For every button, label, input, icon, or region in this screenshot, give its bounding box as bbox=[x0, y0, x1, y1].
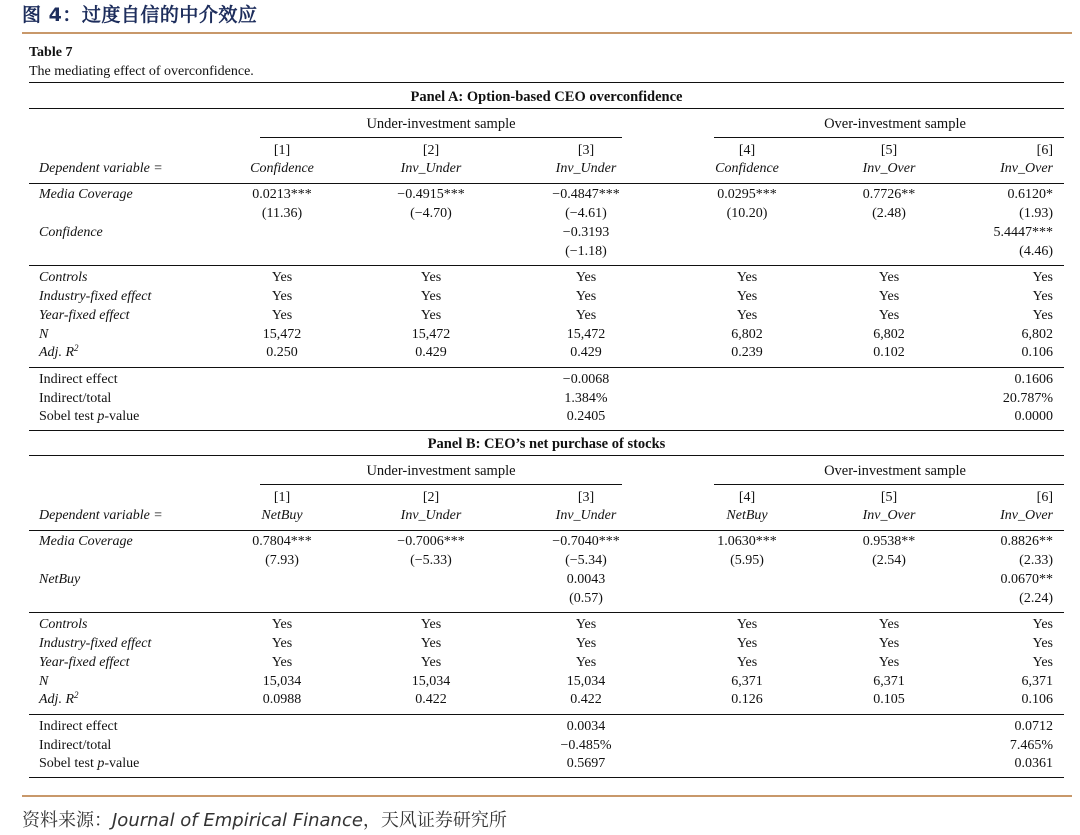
sobel-label-p: p bbox=[97, 756, 105, 771]
fit-bottom-rule bbox=[29, 367, 1064, 368]
sobel-cell: 0.5697 bbox=[566, 756, 606, 771]
dependent-variable: NetBuy bbox=[726, 508, 768, 523]
dependent-variable: Inv_Under bbox=[400, 508, 462, 523]
coefficient-cell: −0.7040*** bbox=[552, 534, 620, 549]
industry-fixed-effect-row bbox=[0, 289, 1080, 308]
tstat-cell: (7.93) bbox=[265, 553, 299, 568]
column-number-row bbox=[0, 490, 1080, 509]
source-prefix: 资料来源： bbox=[22, 810, 112, 831]
dependent-variable-label: Dependent variable = bbox=[39, 161, 163, 176]
dependent-variable: Inv_Over bbox=[862, 161, 916, 176]
tstat-cell: (−1.18) bbox=[565, 244, 607, 259]
yes-cell: Yes bbox=[575, 289, 597, 304]
sobel-cell: 0.0000 bbox=[1014, 409, 1053, 424]
yes-cell: Yes bbox=[1032, 289, 1053, 304]
indirect-effect-cell: 0.0712 bbox=[1014, 719, 1053, 734]
adj-r2-superscript: 2 bbox=[74, 343, 79, 353]
indirect-total-cell: 7.465% bbox=[1009, 738, 1053, 753]
observations-cell: 15,034 bbox=[566, 674, 606, 689]
column-number: [3] bbox=[577, 490, 595, 505]
yes-cell: Yes bbox=[878, 270, 900, 285]
panel-a-title: Panel A: Option-based CEO overconfidence bbox=[410, 89, 683, 105]
yes-cell: Yes bbox=[271, 636, 293, 651]
dependent-variable: Inv_Under bbox=[400, 161, 462, 176]
tstat-cell: (−5.33) bbox=[410, 553, 452, 568]
dependent-variable: Inv_Over bbox=[1000, 508, 1053, 523]
adj-r2-cell: 0.239 bbox=[731, 345, 763, 360]
adj-r2-cell: 0.422 bbox=[570, 692, 602, 707]
panel-bottom-rule bbox=[29, 777, 1064, 778]
sobel-label-text: Sobel test bbox=[39, 409, 98, 424]
yes-cell: Yes bbox=[420, 655, 442, 670]
coefficient-cell: 0.0213*** bbox=[252, 187, 312, 202]
panel-b-title: Panel B: CEO’s net purchase of stocks bbox=[427, 436, 666, 452]
yes-cell: Yes bbox=[736, 308, 758, 323]
yes-cell: Yes bbox=[878, 617, 900, 632]
yes-cell: Yes bbox=[736, 289, 758, 304]
media-tstat-row bbox=[0, 553, 1080, 572]
coefficient-cell: 0.7726** bbox=[862, 187, 916, 202]
over-investment-label: Over-investment sample bbox=[824, 463, 966, 479]
tstat-cell: (2.54) bbox=[872, 553, 906, 568]
dependent-variable: Inv_Under bbox=[555, 508, 617, 523]
coefficient-cell: 1.0630*** bbox=[717, 534, 777, 549]
column-number: [6] bbox=[1036, 143, 1053, 158]
industry-fixed-effect-row bbox=[0, 636, 1080, 655]
year-fixed-effect-row bbox=[0, 655, 1080, 674]
over-sample-rule bbox=[714, 484, 1064, 485]
source-journal: Journal of Empirical Finance bbox=[112, 810, 363, 831]
coefficient-cell: 0.8826** bbox=[1000, 534, 1053, 549]
yes-cell: Yes bbox=[575, 617, 597, 632]
indirect-effect-row bbox=[0, 719, 1080, 738]
controls-row bbox=[0, 270, 1080, 289]
observations-cell: 15,472 bbox=[262, 327, 302, 342]
observations-row bbox=[0, 327, 1080, 346]
coefficient-cell: −0.7006*** bbox=[397, 534, 465, 549]
yes-cell: Yes bbox=[575, 655, 597, 670]
indirect-total-cell: 20.787% bbox=[1002, 391, 1053, 406]
observations-cell: 6,371 bbox=[873, 674, 905, 689]
media-coverage-label: Media Coverage bbox=[39, 534, 133, 549]
adj-r2-cell: 0.0988 bbox=[262, 692, 302, 707]
observations-cell: 6,802 bbox=[1021, 327, 1053, 342]
column-number-row bbox=[0, 143, 1080, 162]
media-coverage-label: Media Coverage bbox=[39, 187, 133, 202]
yes-cell: Yes bbox=[420, 289, 442, 304]
column-number: [3] bbox=[577, 143, 595, 158]
sobel-label-p: p bbox=[97, 409, 105, 424]
mediator-tstat-row bbox=[0, 591, 1080, 610]
observations-cell: 6,802 bbox=[731, 327, 763, 342]
coefficients-bottom-rule bbox=[29, 265, 1064, 266]
under-sample-rule bbox=[260, 137, 622, 138]
yes-cell: Yes bbox=[420, 617, 442, 632]
indirect-total-label: Indirect/total bbox=[39, 391, 112, 406]
adj-r2-superscript: 2 bbox=[74, 690, 79, 700]
yes-cell: Yes bbox=[420, 636, 442, 651]
coefficient-cell: −0.4847*** bbox=[552, 187, 620, 202]
header-bottom-rule bbox=[29, 183, 1064, 184]
yes-cell: Yes bbox=[1032, 636, 1053, 651]
adj-r2-label-wrap bbox=[39, 345, 79, 361]
coefficient-cell: −0.4915*** bbox=[397, 187, 465, 202]
observations-label: N bbox=[39, 327, 49, 342]
yes-cell: Yes bbox=[878, 308, 900, 323]
adj-r2-label: Adj. R bbox=[39, 345, 74, 360]
mediator-label: Confidence bbox=[39, 225, 103, 240]
column-number: [1] bbox=[273, 143, 291, 158]
yes-cell: Yes bbox=[271, 617, 293, 632]
adj-r2-label-wrap bbox=[39, 692, 79, 708]
coefficient-cell: 0.9538** bbox=[862, 534, 916, 549]
panel-a-top-rule bbox=[29, 82, 1064, 83]
indirect-effect-cell: 0.1606 bbox=[1014, 372, 1053, 387]
source-note bbox=[22, 806, 507, 832]
dependent-variable: Inv_Under bbox=[555, 161, 617, 176]
over-investment-label: Over-investment sample bbox=[824, 116, 966, 132]
yes-cell: Yes bbox=[575, 270, 597, 285]
adj-r2-cell: 0.126 bbox=[731, 692, 763, 707]
under-sample-rule bbox=[260, 484, 622, 485]
sobel-test-label bbox=[39, 409, 139, 425]
tstat-cell: (−5.34) bbox=[565, 553, 607, 568]
adj-r2-cell: 0.106 bbox=[1021, 692, 1053, 707]
dependent-variable-row bbox=[0, 161, 1080, 180]
adj-r2-cell: 0.250 bbox=[266, 345, 298, 360]
industry-fixed-effect-row-label: Industry-fixed effect bbox=[39, 636, 152, 651]
yes-cell: Yes bbox=[575, 308, 597, 323]
yes-cell: Yes bbox=[878, 636, 900, 651]
year-fixed-effect-row-label: Year-fixed effect bbox=[39, 308, 130, 323]
mediator-row bbox=[0, 225, 1080, 244]
dependent-variable: Inv_Over bbox=[862, 508, 916, 523]
under-investment-label: Under-investment sample bbox=[366, 463, 516, 479]
table-caption: The mediating effect of overconfidence. bbox=[29, 64, 254, 79]
adj-r2-label: Adj. R bbox=[39, 692, 74, 707]
sobel-test-row bbox=[0, 756, 1080, 775]
indirect-effect-label: Indirect effect bbox=[39, 372, 118, 387]
controls-row-label: Controls bbox=[39, 617, 88, 632]
indirect-total-label: Indirect/total bbox=[39, 738, 112, 753]
yes-cell: Yes bbox=[878, 289, 900, 304]
indirect-total-row bbox=[0, 391, 1080, 410]
yes-cell: Yes bbox=[271, 308, 293, 323]
mediator-row bbox=[0, 572, 1080, 591]
coefficient-cell: −0.3193 bbox=[562, 225, 610, 240]
observations-cell: 15,472 bbox=[411, 327, 451, 342]
adj-r2-row bbox=[0, 345, 1080, 364]
bottom-rule bbox=[22, 795, 1072, 797]
observations-label: N bbox=[39, 674, 49, 689]
yes-cell: Yes bbox=[1032, 270, 1053, 285]
column-number: [5] bbox=[880, 490, 898, 505]
indirect-effect-label: Indirect effect bbox=[39, 719, 118, 734]
media-coverage-row bbox=[0, 534, 1080, 553]
coefficient-cell: 0.0670** bbox=[1000, 572, 1053, 587]
year-fixed-effect-row-label: Year-fixed effect bbox=[39, 655, 130, 670]
coefficient-cell: 0.7804*** bbox=[252, 534, 312, 549]
adj-r2-cell: 0.429 bbox=[570, 345, 602, 360]
adj-r2-row bbox=[0, 692, 1080, 711]
observations-cell: 15,034 bbox=[262, 674, 302, 689]
panel-title-rule bbox=[29, 455, 1064, 456]
adj-r2-cell: 0.102 bbox=[873, 345, 905, 360]
indirect-total-cell: −0.485% bbox=[560, 738, 612, 753]
observations-row bbox=[0, 674, 1080, 693]
column-number: [2] bbox=[422, 490, 440, 505]
yes-cell: Yes bbox=[271, 289, 293, 304]
sobel-test-label bbox=[39, 756, 139, 772]
year-fixed-effect-row bbox=[0, 308, 1080, 327]
yes-cell: Yes bbox=[878, 655, 900, 670]
column-number: [6] bbox=[1036, 490, 1053, 505]
yes-cell: Yes bbox=[420, 270, 442, 285]
media-tstat-row bbox=[0, 206, 1080, 225]
yes-cell: Yes bbox=[1032, 617, 1053, 632]
observations-cell: 6,371 bbox=[1021, 674, 1053, 689]
yes-cell: Yes bbox=[1032, 655, 1053, 670]
yes-cell: Yes bbox=[420, 308, 442, 323]
tstat-cell: (5.95) bbox=[730, 553, 764, 568]
yes-cell: Yes bbox=[736, 270, 758, 285]
adj-r2-cell: 0.422 bbox=[415, 692, 447, 707]
industry-fixed-effect-row-label: Industry-fixed effect bbox=[39, 289, 152, 304]
figure-title: 图 4：过度自信的中介效应 bbox=[22, 4, 258, 26]
coefficient-cell: 0.0043 bbox=[566, 572, 606, 587]
adj-r2-cell: 0.429 bbox=[415, 345, 447, 360]
tstat-cell: (11.36) bbox=[261, 206, 303, 221]
over-sample-rule bbox=[714, 137, 1064, 138]
dependent-variable: Confidence bbox=[715, 161, 779, 176]
dependent-variable: Confidence bbox=[250, 161, 314, 176]
column-number: [1] bbox=[273, 490, 291, 505]
dependent-variable-label: Dependent variable = bbox=[39, 508, 163, 523]
tstat-cell: (1.93) bbox=[1019, 206, 1053, 221]
under-investment-label: Under-investment sample bbox=[366, 116, 516, 132]
mediator-tstat-row bbox=[0, 244, 1080, 263]
controls-row bbox=[0, 617, 1080, 636]
header-bottom-rule bbox=[29, 530, 1064, 531]
observations-cell: 6,802 bbox=[873, 327, 905, 342]
adj-r2-cell: 0.106 bbox=[1021, 345, 1053, 360]
coefficient-cell: 0.0295*** bbox=[717, 187, 777, 202]
indirect-effect-cell: 0.0034 bbox=[566, 719, 606, 734]
sobel-cell: 0.0361 bbox=[1014, 756, 1053, 771]
coefficient-cell: 0.6120* bbox=[1007, 187, 1053, 202]
dependent-variable: Inv_Over bbox=[1000, 161, 1053, 176]
coefficients-bottom-rule bbox=[29, 612, 1064, 613]
column-number: [5] bbox=[880, 143, 898, 158]
sobel-test-row bbox=[0, 409, 1080, 428]
tstat-cell: (−4.70) bbox=[410, 206, 452, 221]
sobel-label-text: Sobel test bbox=[39, 756, 98, 771]
yes-cell: Yes bbox=[736, 655, 758, 670]
yes-cell: Yes bbox=[1032, 308, 1053, 323]
mediator-label: NetBuy bbox=[39, 572, 81, 587]
panel-title-rule bbox=[29, 108, 1064, 109]
dependent-variable-row bbox=[0, 508, 1080, 527]
fit-bottom-rule bbox=[29, 714, 1064, 715]
controls-row-label: Controls bbox=[39, 270, 88, 285]
coefficient-cell: 5.4447*** bbox=[993, 225, 1053, 240]
observations-cell: 15,472 bbox=[566, 327, 606, 342]
tstat-cell: (0.57) bbox=[569, 591, 603, 606]
observations-cell: 15,034 bbox=[411, 674, 451, 689]
tstat-cell: (2.48) bbox=[872, 206, 906, 221]
yes-cell: Yes bbox=[736, 617, 758, 632]
observations-cell: 6,371 bbox=[731, 674, 763, 689]
sobel-label-suffix: -value bbox=[104, 409, 140, 424]
sobel-cell: 0.2405 bbox=[566, 409, 606, 424]
indirect-total-row bbox=[0, 738, 1080, 757]
yes-cell: Yes bbox=[271, 655, 293, 670]
table-label: Table 7 bbox=[29, 45, 73, 60]
title-rule bbox=[22, 32, 1072, 34]
tstat-cell: (2.33) bbox=[1019, 553, 1053, 568]
adj-r2-cell: 0.105 bbox=[873, 692, 905, 707]
tstat-cell: (2.24) bbox=[1019, 591, 1053, 606]
indirect-effect-cell: −0.0068 bbox=[562, 372, 610, 387]
panel-bottom-rule bbox=[29, 430, 1064, 431]
tstat-cell: (4.46) bbox=[1019, 244, 1053, 259]
yes-cell: Yes bbox=[271, 270, 293, 285]
yes-cell: Yes bbox=[736, 636, 758, 651]
sobel-label-suffix: -value bbox=[104, 756, 140, 771]
column-number: [4] bbox=[738, 143, 756, 158]
media-coverage-row bbox=[0, 187, 1080, 206]
indirect-total-cell: 1.384% bbox=[564, 391, 608, 406]
column-number: [2] bbox=[422, 143, 440, 158]
column-number: [4] bbox=[738, 490, 756, 505]
yes-cell: Yes bbox=[575, 636, 597, 651]
indirect-effect-row bbox=[0, 372, 1080, 391]
source-suffix: ，天风证券研究所 bbox=[362, 810, 507, 831]
tstat-cell: (−4.61) bbox=[565, 206, 607, 221]
tstat-cell: (10.20) bbox=[726, 206, 768, 221]
dependent-variable: NetBuy bbox=[261, 508, 303, 523]
